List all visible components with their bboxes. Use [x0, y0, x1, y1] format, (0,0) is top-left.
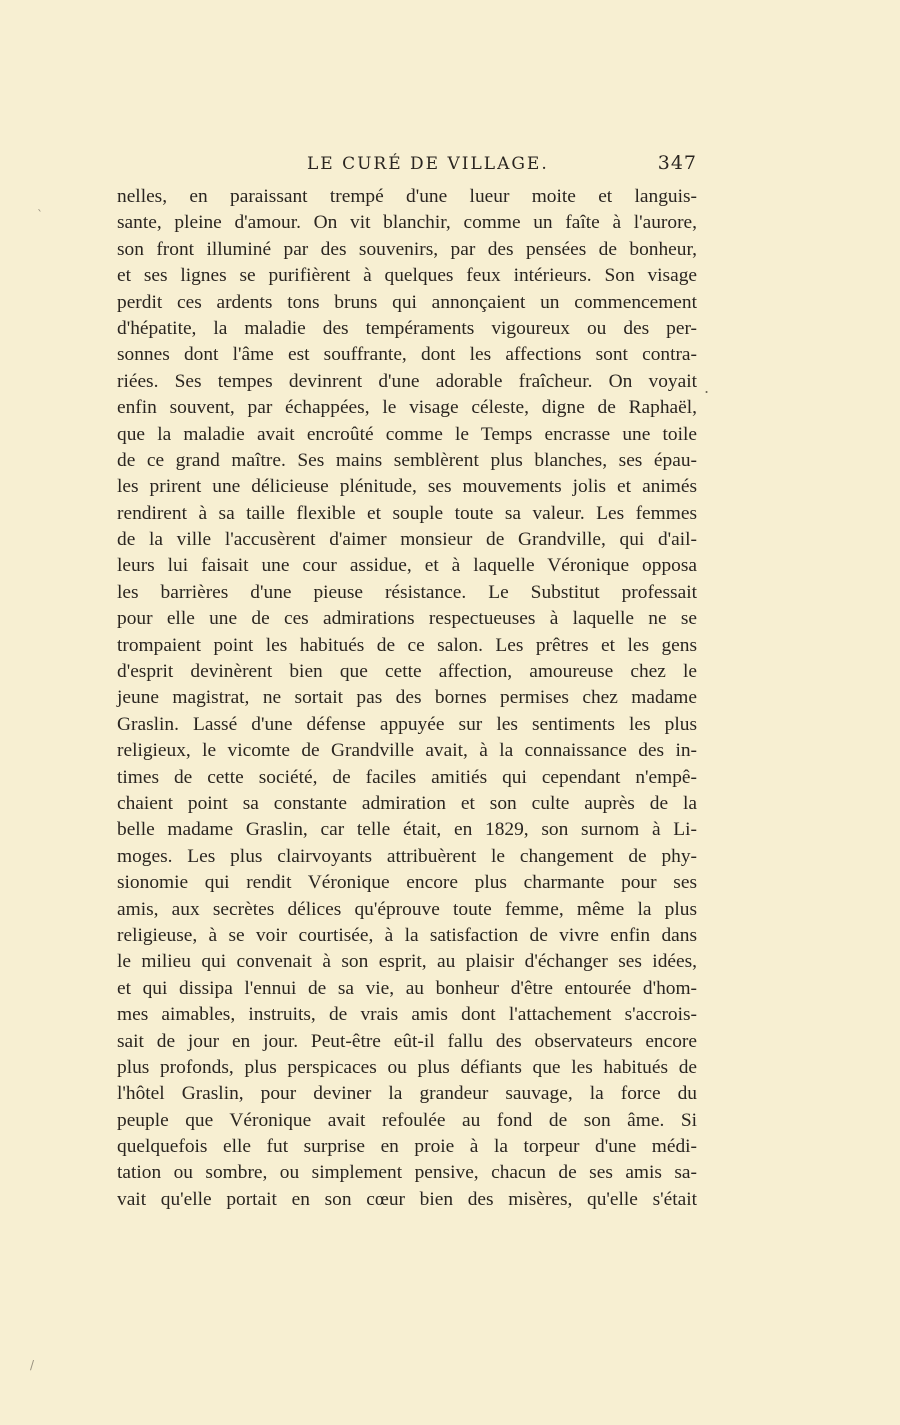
text-line: son front illuminé par des souvenirs, par des pensées de bonheur,	[117, 238, 697, 260]
text-line: mes aimables, instruits, de vrais amis dont l'attachement s'accrois-	[117, 1004, 697, 1026]
text-line: et qui dissipa l'ennui de sa vie, au bonheur d'être entourée d'hom-	[117, 977, 697, 999]
speck-mark: .	[704, 378, 710, 397]
text-line: enfin souvent, par échappées, le visage céleste, digne de Raphaël,	[117, 397, 697, 419]
text-line: vait qu'elle portait en son cœur bien des misères, qu'elle s'était	[117, 1188, 697, 1210]
text-line: de ce grand maître. Ses mains semblèrent plus blanches, ses épau-	[117, 449, 697, 471]
speck-mark: /	[30, 1358, 35, 1372]
text-line: l'hôtel Graslin, pour deviner la grandeur sauvage, la force du	[117, 1083, 697, 1105]
text-line: sante, pleine d'amour. On vit blanchir, comme un faîte à l'aurore,	[117, 212, 697, 234]
text-line: trompaient point les habitués de ce salon. Les prêtres et les gens	[117, 634, 697, 656]
speck-mark: `	[37, 208, 43, 222]
text-line: sonnes dont l'âme est souffrante, dont les affections sont contra-	[117, 344, 697, 366]
text-line: jeune magistrat, ne sortait pas des bornes permises chez madame	[117, 687, 697, 709]
text-line: et ses lignes se purifièrent à quelques feux intérieurs. Son visage	[117, 265, 697, 287]
running-title: LE CURÉ DE VILLAGE.	[307, 154, 549, 174]
text-line: nelles, en paraissant trempé d'une lueur moite et languis-	[117, 186, 697, 207]
text-line: rendirent à sa taille flexible et souple toute sa valeur. Les femmes	[117, 502, 697, 524]
text-line: religieux, le vicomte de Grandville avait, à la connaissance des in-	[117, 740, 697, 762]
text-line: tation ou sombre, ou simplement pensive, chacun de ses amis sa-	[117, 1162, 697, 1184]
text-line: d'hépatite, la maladie des tempéraments vigoureux ou des per-	[117, 317, 697, 339]
text-line: riées. Ses tempes devinrent d'une adorable fraîcheur. On voyait	[117, 370, 697, 392]
text-line: d'esprit devinèrent bien que cette affection, amoureuse chez le	[117, 661, 697, 683]
text-line: times de cette société, de faciles amitiés qui cependant n'empê-	[117, 766, 697, 788]
text-line: les barrières d'une pieuse résistance. Le Substitut professait	[117, 581, 697, 603]
page-number: 347	[657, 152, 697, 174]
text-line: quelquefois elle fut surprise en proie à la torpeur d'une médi-	[117, 1136, 697, 1158]
text-line: leurs lui faisait une cour assidue, et à laquelle Véronique opposa	[117, 555, 697, 577]
text-line: chaient point sa constante admiration et son culte auprès de la	[117, 792, 697, 814]
text-line: de la ville l'accusèrent d'aimer monsieur de Grandville, qui d'ail-	[117, 529, 697, 551]
text-line: religieuse, à se voir courtisée, à la satisfaction de vivre enfin dans	[117, 924, 697, 946]
text-line: sait de jour en jour. Peut-être eût-il fallu des observateurs encore	[117, 1030, 697, 1052]
text-line: plus profonds, plus perspicaces ou plus défiants que les habitués de	[117, 1056, 697, 1078]
text-line: sionomie qui rendit Véronique encore plus charmante pour ses	[117, 872, 697, 894]
text-line: amis, aux secrètes délices qu'éprouve toute femme, même la plus	[117, 898, 697, 920]
text-line: Graslin. Lassé d'une défense appuyée sur les sentiments les plus	[117, 713, 697, 735]
text-line: perdit ces ardents tons bruns qui annonçaient un commencement	[117, 291, 697, 313]
text-line: le milieu qui convenait à son esprit, au plaisir d'échanger ses idées,	[117, 951, 697, 973]
text-line: que la maladie avait encroûté comme le Temps encrasse une toile	[117, 423, 697, 445]
text-line: les prirent une délicieuse plénitude, ses mouvements jolis et animés	[117, 476, 697, 498]
text-line: moges. Les plus clairvoyants attribuèrent le changement de phy-	[117, 845, 697, 867]
text-line: belle madame Graslin, car telle était, en 1829, son surnom à Li-	[117, 819, 697, 841]
text-line: pour elle une de ces admirations respectueuses à laquelle ne se	[117, 608, 697, 630]
page-header	[117, 150, 697, 180]
text-line: peuple que Véronique avait refoulée au fond de son âme. Si	[117, 1109, 697, 1131]
body-text	[117, 184, 697, 1213]
